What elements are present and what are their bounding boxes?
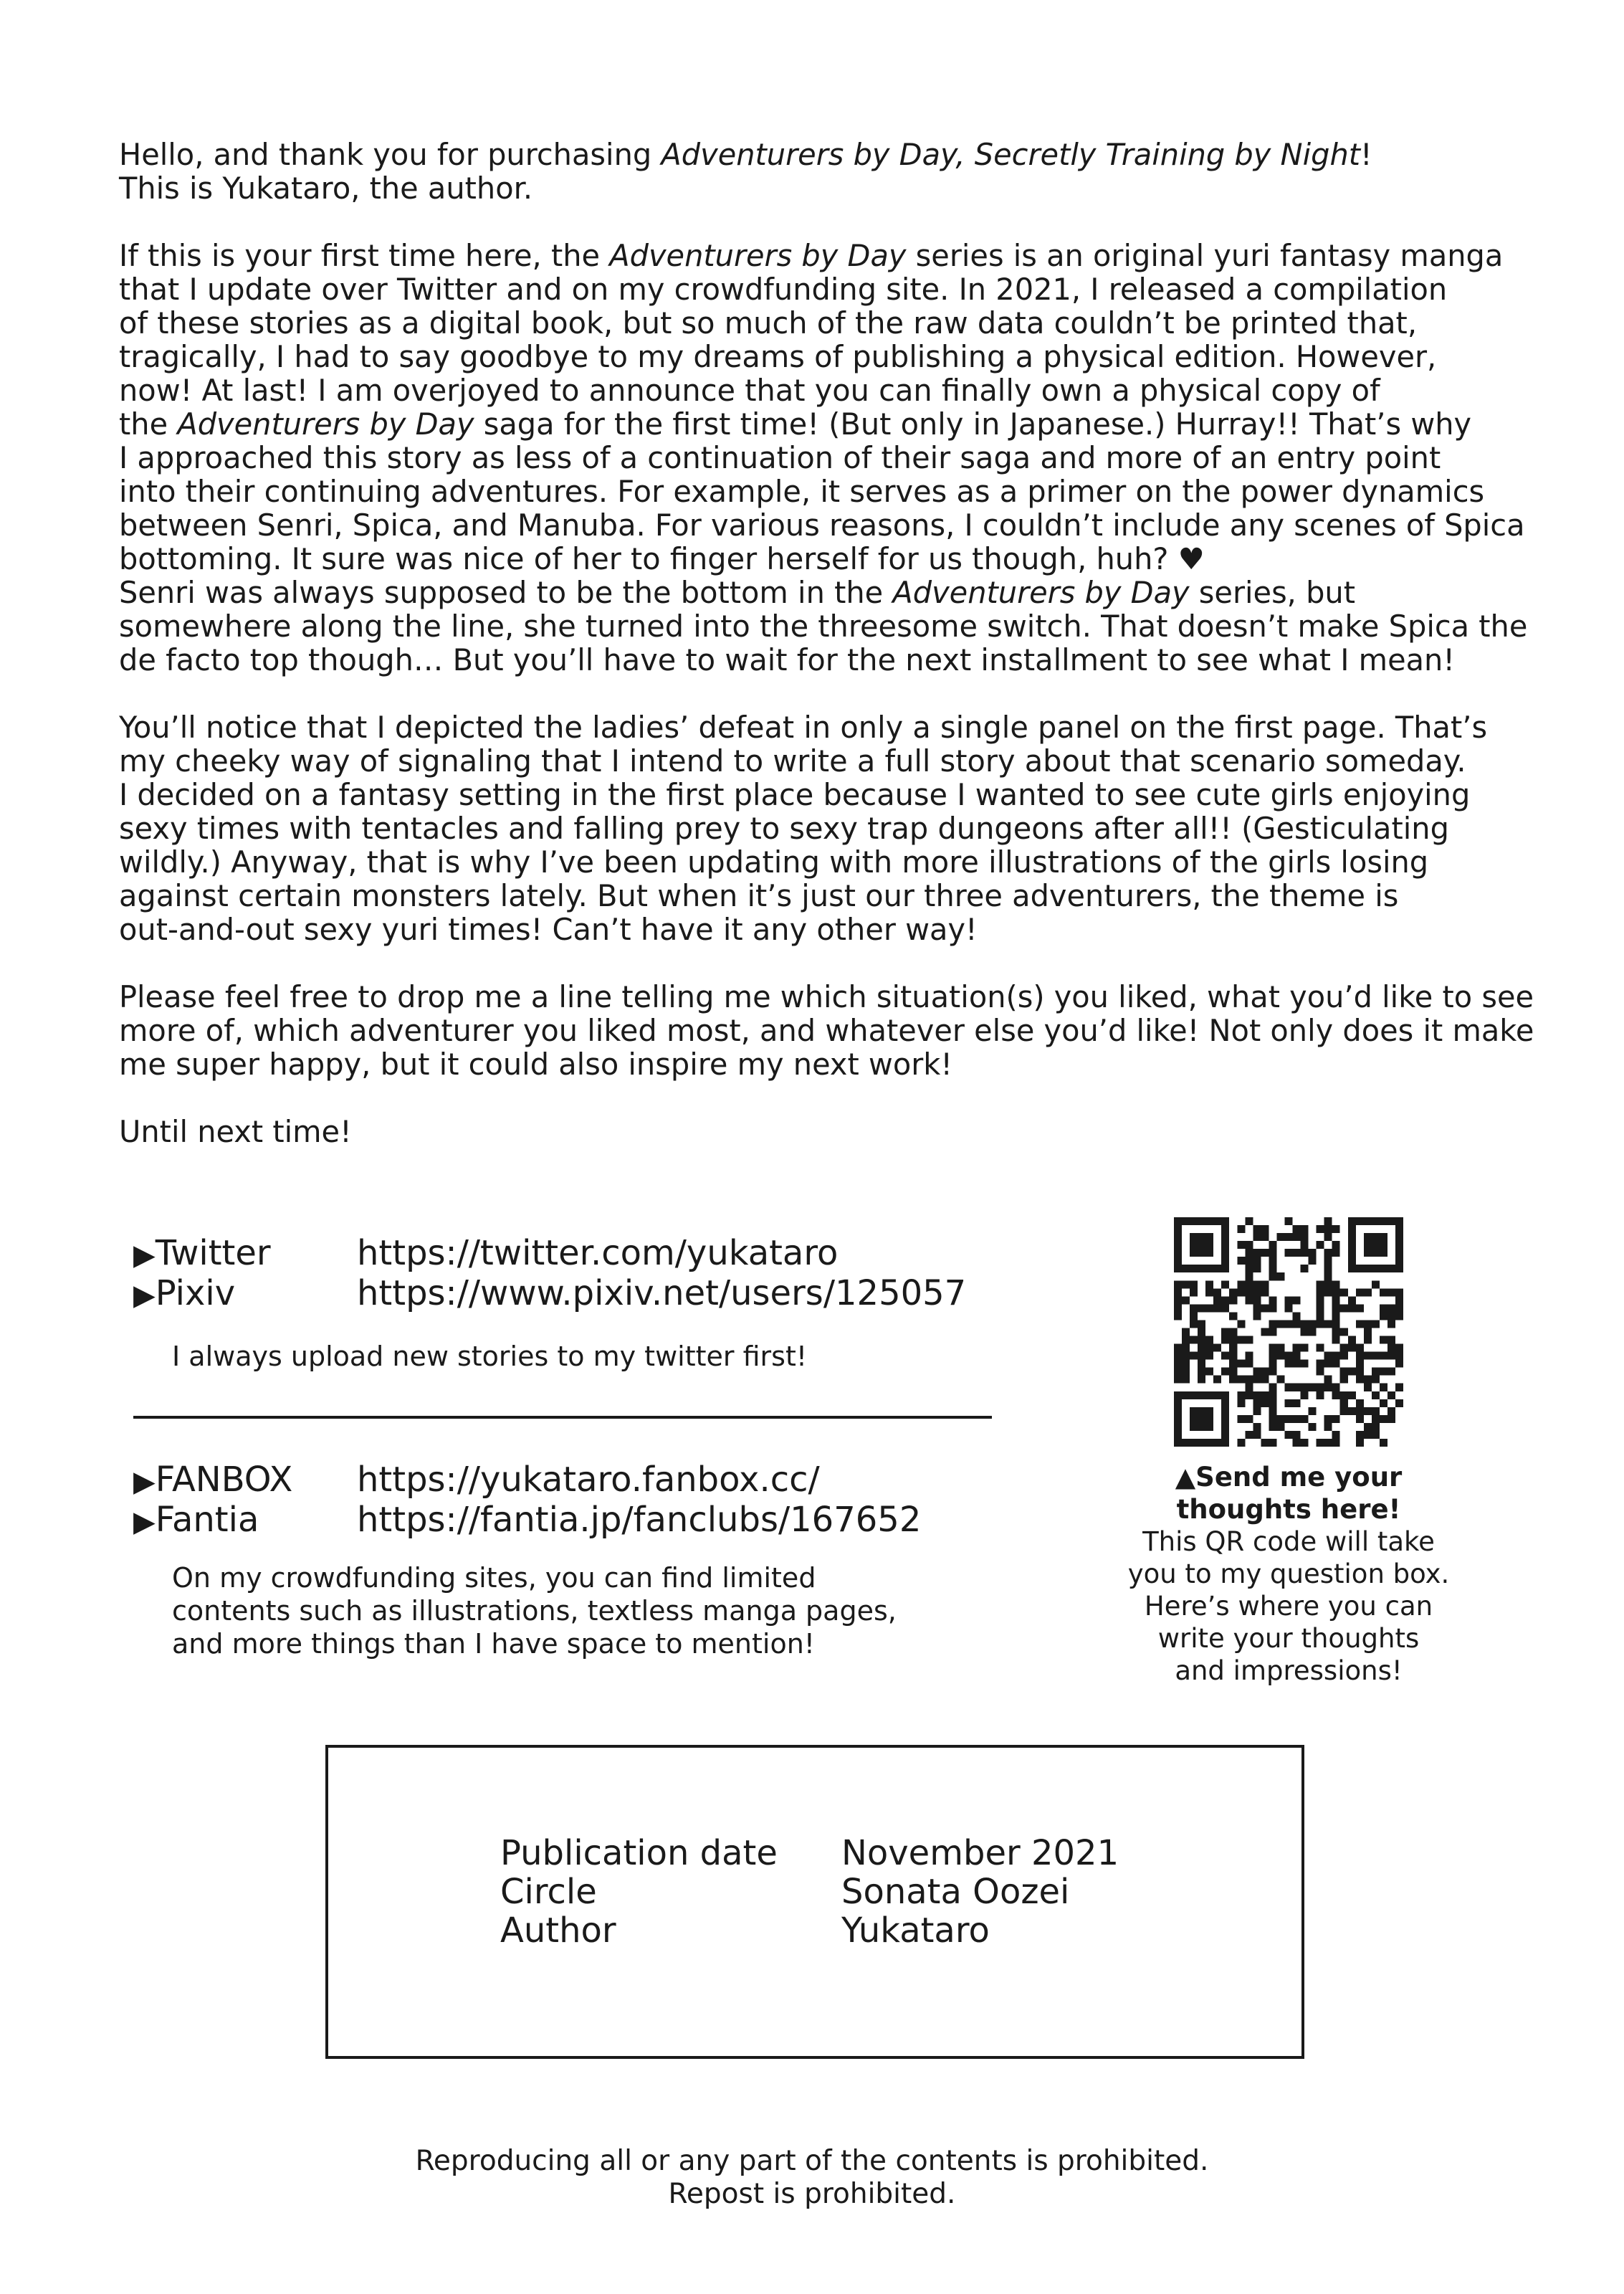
fantia-label: Fantia [155, 1500, 259, 1540]
play-arrow-icon: ▶ [133, 1465, 156, 1498]
paragraph-greeting: Hello, and thank you for purchasing Adventurers by Day, Secretly Training by Night! This is Yukataro, the author. [119, 137, 1372, 206]
crowdfunding-links [133, 1461, 921, 1541]
paragraph-series: If this is your first time here, the Adventurers by Day series is an original yuri fantasy manga that I update over Twitter and on my crowdfunding site. In 2021, I released a compilation of these stories as a digital book, but so much of the raw data couldn’t be printed that, tragically, I had to say goodbye to my dreams of publishing a physical edition. However, now! At last! I am overjoyed to announce that you can finally own a physical copy of the Adventurers by Day saga for the first time! (But only in Japanese.) Hurray!! That’s why I approached this story as less of a continuation of their saga and more of an entry point into their continuing adventures. For example, it serves as a primer on the power dynamics between Senri, Spica, and Manuba. For various reasons, I couldn’t include any scenes of Spica bottoming. It sure was nice of her to finger herself for us though, huh? ♥ Senri was always supposed to be the bottom in the Adventurers by Day series, but somewhere along the line, she turned into the threesome switch. That doesn’t make Spica the de facto top though… But you’ll have to wait for the next installment to see what I mean! [119, 238, 1528, 677]
fanbox-row [133, 1461, 921, 1501]
crowdfunding-note: On my crowdfunding sites, you can find limited contents such as illustrations, textless manga pages, and more things than I have space to mention! [172, 1562, 897, 1660]
paragraph-signoff: Until next time! [119, 1114, 352, 1149]
pixiv-label: Pixiv [155, 1273, 236, 1313]
book-title: Adventurers by Day, Secretly Training by Night [661, 137, 1361, 172]
twitter-url-link[interactable]: https://twitter.com/yukataro [357, 1233, 839, 1273]
play-arrow-icon: ▶ [133, 1505, 156, 1538]
qr-code-icon[interactable] [1174, 1217, 1403, 1447]
twitter-row [133, 1234, 966, 1275]
social-links [133, 1234, 966, 1315]
publication-date-row: Publication date November 2021 [500, 1833, 1119, 1873]
series-title: Adventurers by Day [892, 575, 1190, 610]
twitter-note: I always upload new stories to my twitter first! [172, 1341, 808, 1372]
play-arrow-icon: ▶ [133, 1239, 156, 1272]
series-title: Adventurers by Day [177, 406, 474, 442]
twitter-label: Twitter [155, 1233, 271, 1273]
paragraph-fantasy: You’ll notice that I depicted the ladies’ defeat in only a single panel on the first page. That’s my cheeky way of signaling that I intend to write a full story about that scenario someday. I decided on a fantasy setting in the first place because I wanted to see cute girls enjoying sexy times with tentacles and falling prey to sexy trap dungeons after all!! (Gesticulating wildly.) Anyway, that is why I’ve been updating with more illustrations of the girls losing against certain monsters lately. But when it’s just our three adventurers, the theme is out-and-out sexy yuri times! Can’t have it any other way! [119, 710, 1488, 947]
pixiv-url-link[interactable]: https://www.pixiv.net/users/125057 [357, 1273, 967, 1313]
pixiv-row [133, 1275, 966, 1315]
play-arrow-icon: ▶ [133, 1279, 156, 1312]
afterword [119, 137, 1534, 1182]
copyright-notice: Reproducing all or any part of the contents is prohibited. Repost is prohibited. [415, 2145, 1209, 2210]
author-row: Author Yukataro [500, 1910, 990, 1951]
fantia-row [133, 1501, 921, 1541]
paragraph-feedback: Please feel free to drop me a line telling me which situation(s) you liked, what you’d like to see more of, which adventurer you liked most, and whatever else you’d like! Not only does it make me super happy, but it could also inspire my next work! [119, 979, 1534, 1082]
colophon-box [325, 1745, 1304, 2059]
section-divider [133, 1416, 992, 1419]
qr-caption: ▲Send me your thoughts here! This QR code will take you to my question box. Here’s where you can write your thoughts and impressions! [1127, 1462, 1450, 1686]
fanbox-url-link[interactable]: https://yukataro.fanbox.cc/ [357, 1460, 820, 1500]
circle-row: Circle Sonata Oozei [500, 1872, 1070, 1912]
series-title: Adventurers by Day [609, 238, 907, 273]
fantia-url-link[interactable]: https://fantia.jp/fanclubs/167652 [357, 1500, 922, 1540]
fanbox-label: FANBOX [155, 1460, 293, 1500]
